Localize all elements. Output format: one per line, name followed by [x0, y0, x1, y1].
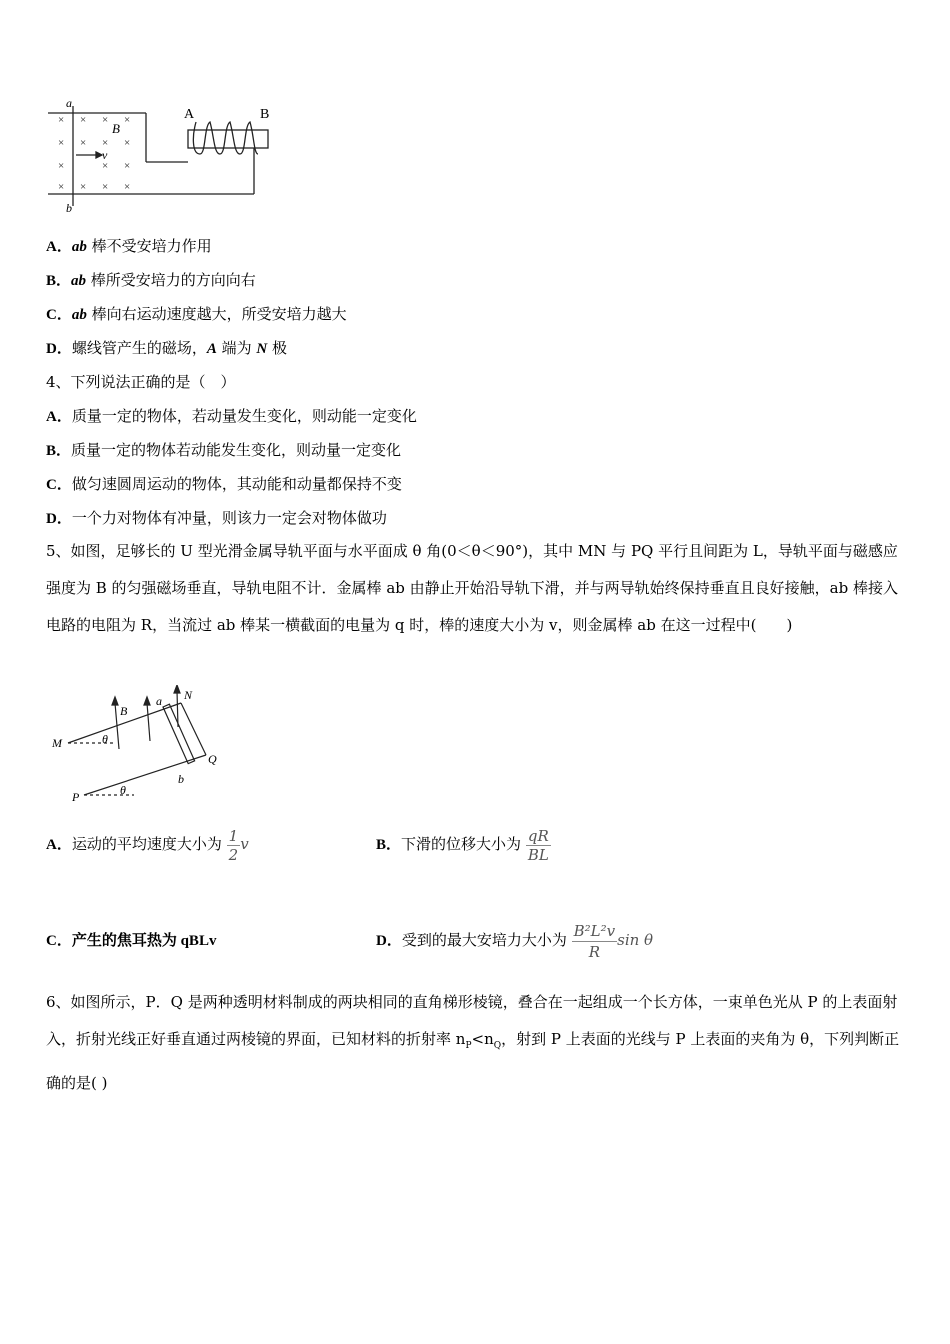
fig2-label-theta-top: θ	[102, 732, 108, 746]
q3-option-c: C．ab 棒向右运动速度越大，所受安培力越大	[46, 305, 347, 323]
svg-text:×: ×	[124, 181, 131, 193]
fig2-label-b: b	[178, 772, 184, 786]
svg-text:×: ×	[80, 114, 87, 126]
fig2-label-N: N	[184, 688, 193, 702]
q5-stem: 5、如图，足够长的 U 型光滑金属导轨平面与水平面成 θ 角(0＜θ＜90°)，其中 MN 与 PQ 平行且间距为 L，导轨平面与磁感应强度为 B 的匀强磁场垂直，导轨电阻不计．金属棒 ab 由静止开始沿导轨下滑，并与两导轨始终保持垂直且良好接触，ab 棒接入电路的电阻为 R，当流过 ab 棒某一横截面的电量为 q 时，棒的速度大小为 v，则金属棒 ab 在这一过程中( )	[46, 542, 898, 634]
q6-stem: 6、如图所示，P．Q 是两种透明材料制成的两块相同的直角梯形棱镜，叠合在一起组成一个长方体，一束单色光从 P 的上表面射入，折射光线正好垂直通过两棱镜的界面，已知材料的折射率 $n_P<n_Q$，射到 P 上表面的光线与 P 上表面的夹角为 θ，下列判断正确的是( )	[46, 993, 900, 1092]
svg-text:×: ×	[80, 181, 87, 193]
fig2-label-P: P	[72, 790, 80, 804]
q5-option-b: B．下滑的位移大小为 $\frac{qR}{BL}$	[376, 826, 549, 864]
svg-text:×: ×	[124, 160, 131, 172]
svg-text:×: ×	[58, 181, 65, 193]
fig2-label-a: a	[156, 694, 162, 708]
label-field-B: B	[112, 121, 120, 136]
q3-option-d: D．螺线管产生的磁场，A 端为 N 极	[46, 339, 288, 357]
q4-option-d: D．一个力对物体有冲量，则该力一定会对物体做功	[46, 509, 387, 527]
fraction-one-half: $\frac{1}{2}$	[228, 826, 239, 864]
q5-option-d: D．受到的最大安培力大小为 $\frac{\text{B²L²v}}{R}$ sin θ	[376, 921, 654, 961]
q4-option-a: A．质量一定的物体，若动量发生变化，则动能一定变化	[46, 407, 417, 425]
svg-text:×: ×	[58, 160, 65, 172]
fraction-max-force: $\frac{\text{B²L²v}}{R}$	[573, 921, 616, 961]
q5-option-a: A．运动的平均速度大小为 $\frac{1}{2}$ v	[46, 826, 249, 864]
figure-inclined-rails	[46, 685, 236, 810]
svg-text:×: ×	[102, 137, 109, 149]
q4-option-c: C．做匀速圆周运动的物体，其动能和动量都保持不变	[46, 475, 402, 493]
label-v: v	[102, 148, 108, 162]
svg-text:×: ×	[102, 114, 109, 126]
label-solenoid-B: B	[260, 107, 270, 122]
fig2-label-B: B	[120, 704, 128, 718]
svg-text:×: ×	[102, 160, 109, 172]
label-b: b	[66, 201, 72, 215]
fig2-label-Q: Q	[208, 752, 217, 766]
q3-option-b: B．ab 棒所受安培力的方向向右	[46, 271, 256, 289]
label-a: a	[66, 96, 72, 110]
svg-text:×: ×	[124, 114, 131, 126]
figure-rod-solenoid	[44, 96, 284, 216]
fig2-label-M: M	[52, 736, 62, 750]
fraction-qR-over-BL: $\frac{qR}{BL}$	[527, 826, 549, 864]
svg-text:×: ×	[102, 181, 109, 193]
svg-text:×: ×	[80, 137, 87, 149]
svg-text:×: ×	[58, 114, 65, 126]
fig2-label-theta-bottom: θ	[120, 783, 126, 797]
q4-option-b: B．质量一定的物体若动能发生变化，则动量一定变化	[46, 441, 402, 459]
label-solenoid-A: A	[184, 107, 195, 122]
q3-option-a: A．ab 棒不受安培力作用	[46, 237, 212, 255]
svg-text:×: ×	[58, 137, 65, 149]
q5-option-c: C．产生的焦耳热为 qBLv	[46, 933, 217, 949]
svg-text:×: ×	[124, 137, 131, 149]
q4-stem: 4、下列说法正确的是（ ）	[46, 373, 236, 391]
